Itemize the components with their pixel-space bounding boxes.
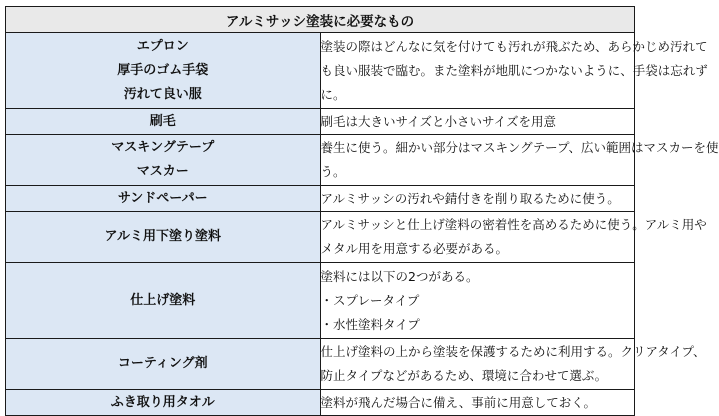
- item-name-cell: [6, 109, 321, 135]
- item-name-cell: [6, 263, 321, 339]
- description-line: 仕上げ塗料の上から塗装を保護するために利用する。クリアタイプ、: [320, 344, 706, 359]
- table-row: [6, 390, 635, 416]
- item-name: コーティング剤: [117, 356, 208, 371]
- item-name: 汚れて良い服: [123, 86, 202, 102]
- description-line: に。: [320, 86, 346, 102]
- description-line: アルミサッシと仕上げ塗料の密着性を高めるために使う。アルミ用や: [320, 217, 707, 232]
- description-line: 養生に使う。細かい部分はマスキングテープ、広い範囲はマスカーを使: [320, 140, 719, 155]
- item-description-cell: [320, 186, 635, 212]
- description-line: 塗装の際はどんなに気を付けても汚れが飛ぶため、あらかじめ汚れて: [320, 38, 708, 54]
- table-row: [6, 135, 635, 186]
- item-name-cell: [6, 33, 321, 109]
- table-title: アルミサッシ塗装に必要なもの: [6, 7, 635, 33]
- description-line: メタル用を用意する必要がある。: [320, 241, 509, 256]
- table-row: [6, 212, 635, 263]
- supplies-sheet: [5, 6, 719, 416]
- description-line: 防止タイプなどがあるため、環境に合わせて選ぶ。: [320, 368, 608, 383]
- description-line: 刷毛は大きいサイズと小さいサイズを用意: [320, 113, 557, 129]
- table-row: [6, 186, 635, 212]
- table-row: [6, 263, 635, 339]
- item-name: 刷毛: [149, 113, 176, 129]
- description-line: う。: [320, 164, 346, 179]
- item-description-cell: [320, 33, 708, 109]
- table-row: [6, 109, 635, 135]
- item-name: サンドペーパー: [117, 190, 208, 206]
- item-name: マスキングテープ: [111, 140, 215, 155]
- item-description-cell: [320, 390, 635, 416]
- item-name-cell: [6, 135, 321, 186]
- table-row: [6, 339, 635, 390]
- description-line: ・スプレータイプ: [320, 292, 420, 308]
- item-name-cell: [6, 212, 321, 263]
- item-name-cell: [6, 339, 321, 390]
- description-line: も良い服装で臨む。また塗料が地肌につかないように、手袋は忘れず: [320, 62, 708, 78]
- item-name: 仕上げ塗料: [130, 292, 196, 308]
- item-name: アルミ用下塗り塗料: [104, 229, 221, 244]
- item-description-cell: [320, 339, 706, 390]
- description-line: 塗料が飛んだ場合に備え、事前に用意しておく。: [320, 394, 597, 410]
- table-row: [6, 33, 635, 109]
- item-description-cell: [320, 135, 719, 186]
- title-row: [6, 7, 635, 33]
- item-name: マスカー: [136, 164, 189, 179]
- item-name-cell: [6, 186, 321, 212]
- description-line: ・水性塗料タイプ: [320, 316, 420, 332]
- item-name: 厚手のゴム手袋: [117, 62, 209, 78]
- description-line: アルミサッシの汚れや錆付きを削り取るために使う。: [320, 190, 620, 206]
- item-description-cell: [320, 212, 707, 263]
- item-description-cell: [320, 109, 635, 135]
- item-description-cell: [320, 263, 635, 339]
- item-name: エプロン: [136, 38, 189, 54]
- item-name-cell: [6, 390, 321, 416]
- item-name: ふき取り用タオル: [110, 394, 215, 410]
- description-line: 塗料には以下の2つがある。: [320, 268, 479, 284]
- supplies-table: [5, 6, 719, 416]
